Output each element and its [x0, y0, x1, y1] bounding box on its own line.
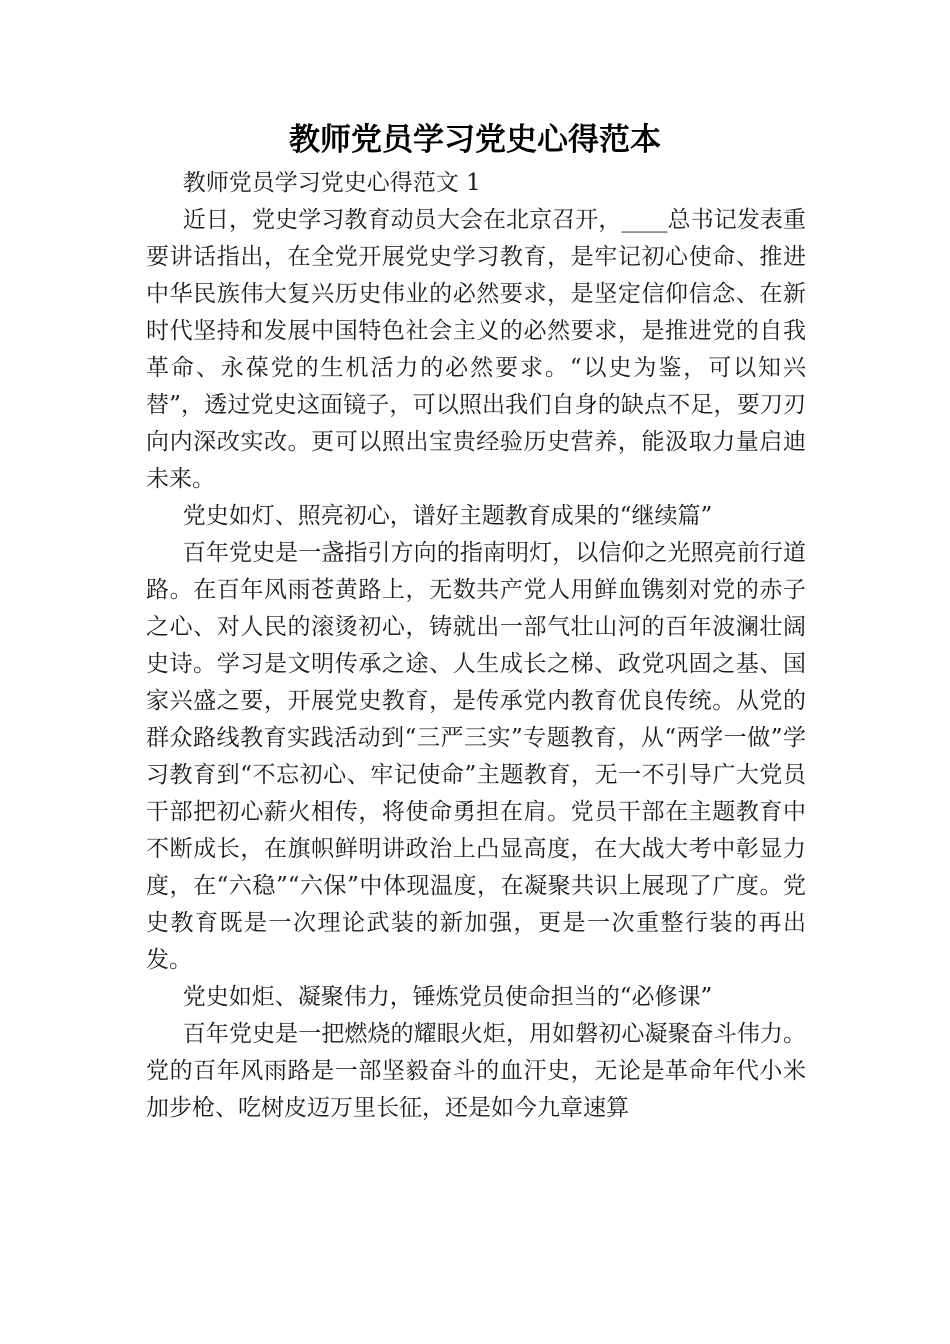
- document-body: [146, 165, 806, 1127]
- section-heading: 党史如灯、照亮初心，谱好主题教育成果的“继续篇”: [182, 503, 713, 529]
- body-paragraph: 百年党史是一把燃烧的耀眼火炬，用如磐初心凝聚奋斗伟力。党的百年风雨路是一部坚毅奋斗的血汗史，无论是革命年代小米加步枪、吃树皮迈万里长征，还是如今九章速算: [146, 1021, 806, 1121]
- document-title: 教师党员学习党史心得范本: [289, 122, 661, 158]
- section-heading: 教师党员学习党史心得范文 1: [182, 170, 481, 196]
- body-paragraph: 百年党史是一盏指引方向的指南明灯，以信仰之光照亮前行道路。在百年风雨苍黄路上，无数共产党人用鲜血镌刻对党的赤子之心、对人民的滚烫初心，铸就出一部气壮山河的百年波澜壮阔史诗。学习是文明传承之途、人生成长之梯、政党巩固之基、国家兴盛之要，开展党史教育，是传承党内教育优良传统。从党的群众路线教育实践活动到“三严三实”专题教育，从“两学一做”学习教育到“不忘初心、牢记使命”主题教育，无一不引导广大党员干部把初心薪火相传，将使命勇担在肩。党员干部在主题教育中不断成长，在旗帜鲜明讲政治上凸显高度，在大战大考中彰显力度，在“六稳”“六保”中体现温度，在凝聚共识上展现了广度。党史教育既是一次理论武装的新加强，更是一次重整行装的再出发。: [146, 540, 806, 973]
- section-heading: 党史如炬、凝聚伟力，锤炼党员使命担当的“必修课”: [182, 984, 713, 1010]
- body-paragraph: 近日，党史学习教育动员大会在北京召开，____总书记发表重要讲话指出，在全党开展党史学习教育，是牢记初心使命、推进中华民族伟大复兴历史伟业的必然要求，是坚定信仰信念、在新时代坚持和发展中国特色社会主义的必然要求，是推进党的自我革命、永葆党的生机活力的必然要求。“以史为鉴，可以知兴替”，透过党史这面镜子，可以照出我们自身的缺点不足，要刀刃向内深改实改。更可以照出宝贵经验历史营养，能汲取力量启迪未来。: [146, 207, 806, 492]
